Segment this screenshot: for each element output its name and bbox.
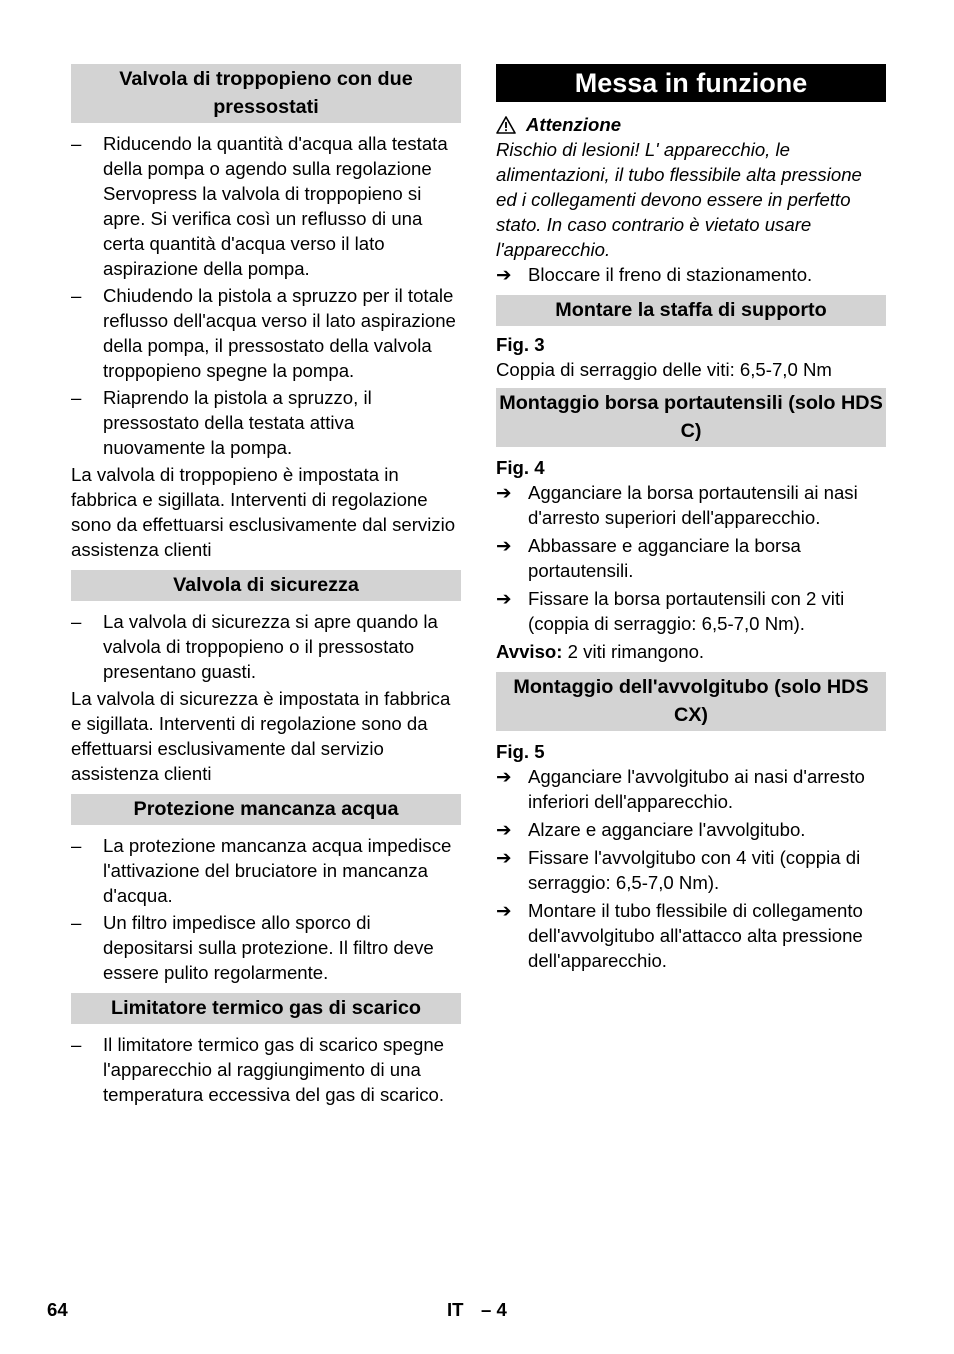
- figure-label: Fig. 5: [496, 741, 545, 762]
- list-item: – La valvola di sicurezza si apre quando la valvola di troppopieno o il pressostato presentano guasti.: [71, 611, 438, 682]
- section-heading-tool-bag: Montaggio borsa portautensili (solo HDS C): [496, 388, 886, 447]
- note: Avviso: 2 viti rimangono.: [496, 641, 705, 662]
- arrow-icon: ➔: [496, 819, 512, 840]
- arrow-icon: ➔: [496, 766, 512, 787]
- page-number: 64: [47, 1299, 68, 1320]
- arrow-icon: ➔: [496, 535, 512, 556]
- arrow-icon: ➔: [496, 847, 512, 868]
- figure-label: Fig. 4: [496, 457, 545, 478]
- list-item: – Un filtro impedisce allo sporco di depositarsi sulla protezione. Il filtro deve essere pulito regolarmente.: [71, 912, 434, 983]
- warning-label: Attenzione: [496, 112, 886, 137]
- list-item: – La protezione mancanza acqua impedisce l'attivazione del bruciatore in mancanza d'acqua.: [71, 835, 452, 906]
- tool-bag-steps: [496, 480, 886, 636]
- list-item: ➔ Fissare l'avvolgitubo con 4 viti (coppia di serraggio: 6,5-7,0 Nm).: [496, 847, 861, 893]
- warning-text: Rischio di lesioni! L' apparecchio, le alimentazioni, il tubo flessibile alta pressione ed i collegamenti devono essere in perfetto stato. In caso contrario è vietato usare l'apparecchio.: [496, 139, 862, 260]
- page-title: Messa in funzione: [496, 64, 886, 102]
- dash-bullet: –: [71, 912, 82, 933]
- list-item: ➔ Abbassare e agganciare la borsa portautensili.: [496, 535, 801, 581]
- arrow-icon: ➔: [496, 482, 512, 503]
- section-heading-safety-valve: Valvola di sicurezza: [71, 570, 461, 601]
- dash-bullet: –: [71, 387, 82, 408]
- dash-bullet: –: [71, 285, 82, 306]
- safety-valve-list: [71, 609, 461, 684]
- list-item: ➔ Alzare e agganciare l'avvolgitubo.: [496, 819, 806, 840]
- language-code: IT: [447, 1299, 464, 1320]
- list-item: ➔ Bloccare il freno di stazionamento.: [496, 264, 813, 285]
- list-item: ➔ Agganciare l'avvolgitubo ai nasi d'arresto inferiori dell'apparecchio.: [496, 766, 865, 812]
- list-item: ➔ Fissare la borsa portautensili con 2 viti (coppia di serraggio: 6,5-7,0 Nm).: [496, 588, 845, 634]
- section-heading-exhaust-limiter: Limitatore termico gas di scarico: [71, 993, 461, 1024]
- torque-text: Coppia di serraggio delle viti: 6,5-7,0 Nm: [496, 359, 832, 380]
- section-heading-hose-reel: Montaggio dell'avvolgitubo (solo HDS CX): [496, 672, 886, 731]
- section-heading-support-bracket: Montare la staffa di supporto: [496, 295, 886, 326]
- list-item: – Riaprendo la pistola a spruzzo, il pressostato della testata attiva nuovamente la pompa.: [71, 387, 372, 458]
- list-item: ➔ Montare il tubo flessibile di collegamento dell'avvolgitubo all'attacco alta pressione dell'apparecchio.: [496, 900, 863, 971]
- arrow-icon: ➔: [496, 264, 512, 285]
- section-heading-overflow-valve: Valvola di troppopieno con due pressostati: [71, 64, 461, 123]
- overflow-valve-note: La valvola di troppopieno è impostata in fabbrica e sigillata. Interventi di regolazione sono da effettuarsi esclusivamente dal servizio assistenza clienti: [71, 464, 456, 560]
- figure-label: Fig. 3: [496, 334, 545, 355]
- list-item: – Riducendo la quantità d'acqua alla testata della pompa o agendo sulla regolazione Servopress la valvola di troppopieno si apre. Si verifica così un reflusso di una certa quantità d'acqua verso il lato aspirazione della pompa.: [71, 133, 448, 279]
- safety-valve-note: La valvola di sicurezza è impostata in fabbrica e sigillata. Interventi di regolazione sono da effettuarsi esclusivamente dal servizio assistenza clienti: [71, 688, 451, 784]
- section-number: – 4: [481, 1299, 507, 1320]
- arrow-icon: ➔: [496, 588, 512, 609]
- section-heading-water-protection: Protezione mancanza acqua: [71, 794, 461, 825]
- right-column: [496, 64, 886, 976]
- warning-icon: [496, 116, 516, 134]
- arrow-icon: ➔: [496, 900, 512, 921]
- brake-step: [496, 262, 886, 287]
- exhaust-limiter-list: [71, 1032, 461, 1107]
- dash-bullet: –: [71, 835, 82, 856]
- dash-bullet: –: [71, 611, 82, 632]
- list-item: – Chiudendo la pistola a spruzzo per il totale reflusso dell'acqua verso il lato aspirazione della pompa, il pressostato della valvola troppopieno spegne la pompa.: [71, 285, 456, 381]
- water-protection-list: [71, 833, 461, 985]
- list-item: ➔ Agganciare la borsa portautensili ai nasi d'arresto superiori dell'apparecchio.: [496, 482, 858, 528]
- left-column: [71, 64, 461, 1109]
- list-item: – Il limitatore termico gas di scarico spegne l'apparecchio al raggiungimento di una temperatura eccessiva del gas di scarico.: [71, 1034, 445, 1105]
- dash-bullet: –: [71, 133, 82, 154]
- overflow-valve-list: [71, 131, 461, 460]
- dash-bullet: –: [71, 1034, 82, 1055]
- hose-reel-steps: [496, 764, 886, 973]
